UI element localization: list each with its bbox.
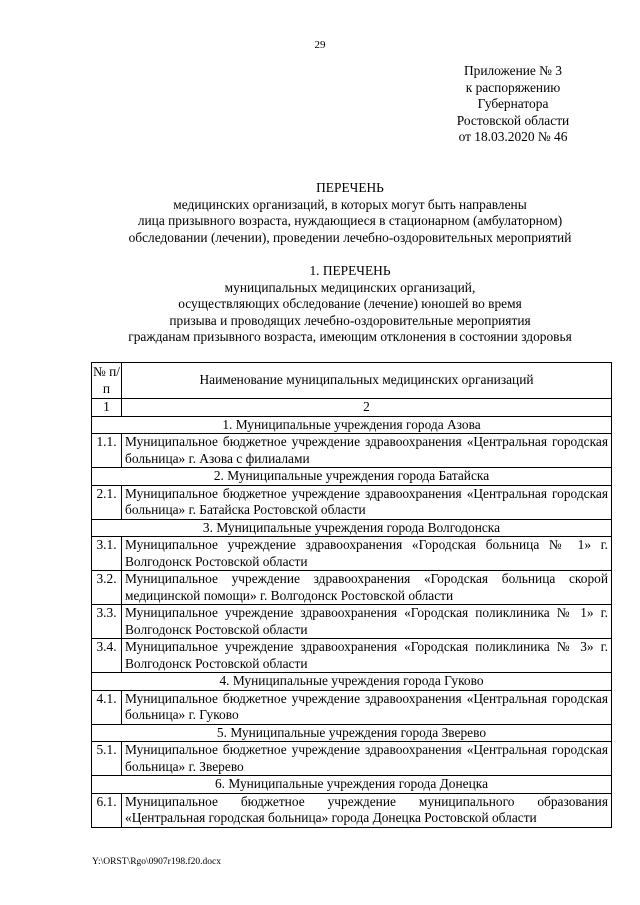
header-number-cell: № п/п: [92, 363, 122, 399]
row-organization: Муниципальное учреждение здравоохранения «Городская поликлиника № 1» г. Волгодонск Ростовской области: [122, 605, 612, 639]
page-number: 29: [314, 39, 326, 51]
section-line: осуществляющих обследование (лечение) юношей во время: [178, 296, 522, 311]
table-row: [92, 571, 612, 605]
table-header-row: [92, 363, 612, 399]
row-number: 3.3.: [92, 605, 122, 639]
column-number-row: [92, 399, 612, 417]
section-line: гражданам призывного возраста, имеющим отклонения в состоянии здоровья: [128, 329, 572, 344]
group-row: [92, 724, 612, 742]
table-row: [92, 793, 612, 827]
table-row: [92, 639, 612, 673]
group-row: [92, 416, 612, 434]
row-number: 1.1.: [92, 434, 122, 468]
row-organization: Муниципальное учреждение здравоохранения «Городская больница скорой медицинской помощи» г. Волгодонск Ростовской области: [122, 571, 612, 605]
appendix-line: Ростовской области: [456, 112, 570, 128]
row-organization: Муниципальное бюджетное учреждение здравоохранения «Центральная городская больница» г. Зверево: [122, 742, 612, 776]
group-row: [92, 468, 612, 486]
table-row: [92, 690, 612, 724]
heading-line: обследовании (лечении), проведении лечебно-оздоровительных мероприятий: [128, 229, 572, 245]
row-number: 3.4.: [92, 639, 122, 673]
organizations-table: [91, 362, 612, 828]
row-number: 3.2.: [92, 571, 122, 605]
group-heading: 3. Муниципальные учреждения города Волгодонска: [92, 519, 612, 537]
row-organization: Муниципальное учреждение здравоохранения «Городская больница № 1» г. Волгодонск Ростовской области: [122, 537, 612, 571]
row-number: 2.1.: [92, 485, 122, 519]
header-name-cell: Наименование муниципальных медицинских организаций: [122, 363, 612, 399]
row-number: 6.1.: [92, 793, 122, 827]
row-number: 3.1.: [92, 537, 122, 571]
appendix-line: Губернатора: [477, 96, 549, 111]
table-row: [92, 485, 612, 519]
group-heading: 5. Муниципальные учреждения города Зверево: [92, 724, 612, 742]
table-row: [92, 434, 612, 468]
row-number: 4.1.: [92, 690, 122, 724]
table-row: [92, 537, 612, 571]
heading-line: медицинских организаций, в которых могут быть направлены: [173, 196, 527, 212]
table-row: [92, 605, 612, 639]
group-row: [92, 519, 612, 537]
section-line: призыва и проводящих лечебно-оздоровительные мероприятия: [169, 312, 531, 328]
column-number-cell: 1: [92, 399, 122, 417]
appendix-date: от 18.03.2020 № 46: [458, 129, 568, 144]
table-row: [92, 742, 612, 776]
group-row: [92, 673, 612, 691]
appendix-title: Приложение № 3: [463, 63, 563, 78]
row-number: 5.1.: [92, 742, 122, 776]
group-heading: 6. Муниципальные учреждения города Донецка: [92, 776, 612, 794]
heading-line: лица призывного возраста, нуждающиеся в стационарном (амбулаторном): [137, 213, 563, 228]
appendix-line: к распоряжению: [465, 79, 561, 95]
row-organization: Муниципальное бюджетное учреждение муниципального образования «Центральная городская больница» города Донецка Ростовской области: [122, 793, 612, 827]
section-line: муниципальных медицинских организаций,: [224, 279, 476, 295]
group-heading: 4. Муниципальные учреждения города Гуково: [92, 673, 612, 691]
document-file-path: Y:\ORST\Rgo\0907r198.f20.docx: [92, 857, 221, 867]
column-number-cell: 2: [122, 399, 612, 417]
group-heading: 1. Муниципальные учреждения города Азова: [92, 416, 612, 434]
row-organization: Муниципальное бюджетное учреждение здравоохранения «Центральная городская больница» г. Батайска Ростовской области: [122, 485, 612, 519]
row-organization: Муниципальное учреждение здравоохранения «Городская поликлиника № 3» г. Волгодонск Ростовской области: [122, 639, 612, 673]
row-organization: Муниципальное бюджетное учреждение здравоохранения «Центральная городская больница» г. Гуково: [122, 690, 612, 724]
group-heading: 2. Муниципальные учреждения города Батайска: [92, 468, 612, 486]
row-organization: Муниципальное бюджетное учреждение здравоохранения «Центральная городская больница» г. Азова с филиалами: [122, 434, 612, 468]
appendix-block: [448, 63, 578, 146]
heading-title: ПЕРЕЧЕНЬ: [316, 180, 384, 195]
section-title: 1. ПЕРЕЧЕНЬ: [309, 263, 391, 278]
main-heading: [60, 180, 640, 246]
group-row: [92, 776, 612, 794]
section-heading: [60, 263, 640, 346]
